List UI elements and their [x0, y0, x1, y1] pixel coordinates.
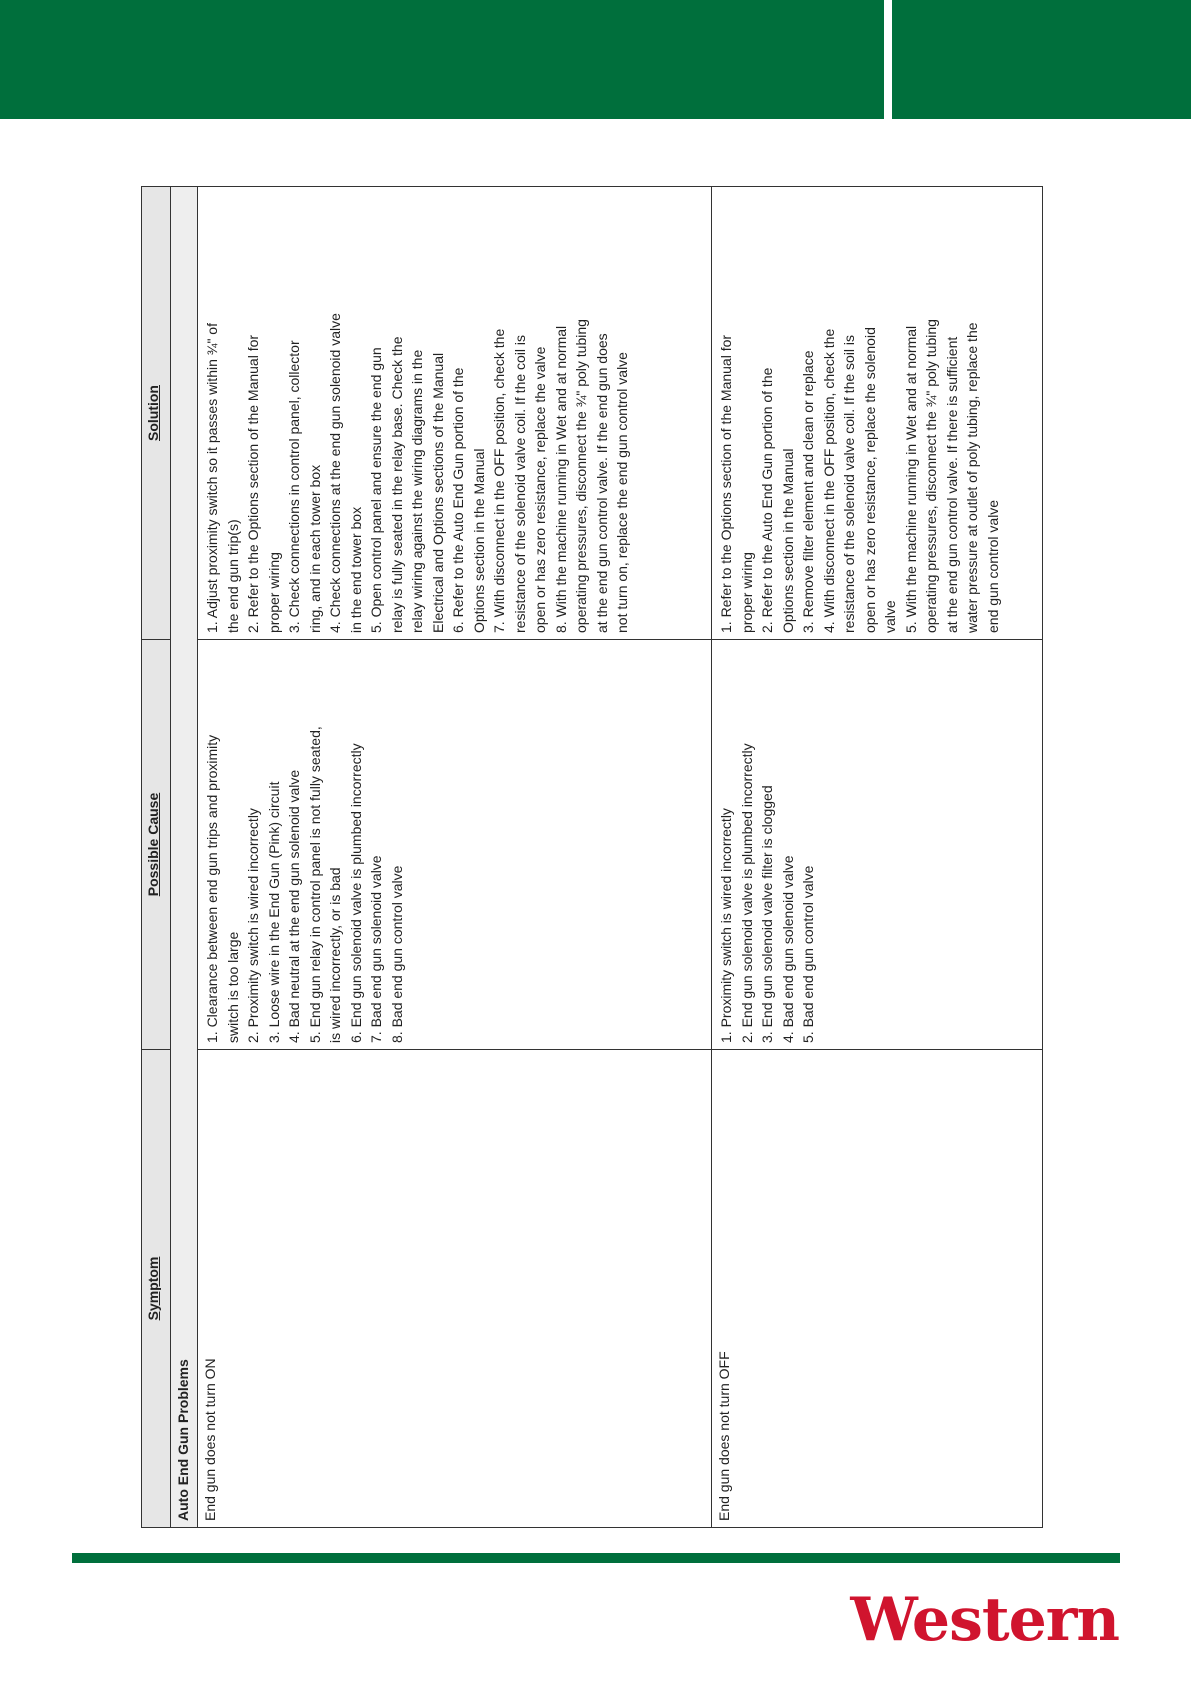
cell-line: not turn on, replace the end gun control valve: [614, 352, 630, 633]
cell-line: 4. With disconnect in the OFF position, check the: [820, 328, 837, 633]
cell-line: in the end tower box: [347, 506, 364, 633]
cause-cell: [712, 640, 1043, 1050]
cell-line: 4. Bad neutral at the end gun solenoid valve: [286, 769, 302, 1043]
header-bar: [0, 0, 1191, 119]
cell-line: end gun control valve: [984, 499, 1001, 633]
cell-line: 1. Refer to the Options section of the Manual for: [718, 334, 734, 633]
cell-line: 1. Clearance between end gun trips and proximity: [204, 734, 220, 1043]
cell-line: operating pressures, disconnect the ¾" poly tubing: [923, 319, 939, 633]
column-header-symptom: Symptom: [142, 1050, 171, 1528]
cell-line: 3. Loose wire in the End Gun (Pink) circuit: [265, 781, 282, 1043]
cell-line: 7. Bad end gun solenoid valve: [368, 855, 384, 1043]
cell-line: 8. With the machine running in Wet and at normal: [552, 325, 569, 633]
cell-line: operating pressures, disconnect the ¾" poly tubing: [573, 319, 589, 633]
cell-line: switch is too large: [224, 931, 241, 1043]
cell-line: open or has zero resistance, replace the valve: [532, 346, 548, 633]
solution-cell: [712, 187, 1043, 640]
cell-line: open or has zero resistance, replace the solenoid: [861, 327, 878, 633]
cell-line: 2. Refer to the Options section of the Manual for: [245, 334, 261, 633]
troubleshooting-table-container: [141, 187, 1191, 1521]
cell-line: 3. End gun solenoid valve filter is clogged: [759, 785, 775, 1043]
cell-line: 2. End gun solenoid valve is plumbed incorrectly: [738, 743, 755, 1043]
cell-line: the end gun trip(s): [224, 519, 241, 633]
section-row: [171, 187, 198, 1528]
cell-line: 2. Refer to the Auto End Gun portion of the: [759, 367, 775, 633]
header-divider: [884, 0, 892, 119]
cell-line: Options section in the Manual: [779, 448, 796, 633]
column-header-solution: Solution: [142, 187, 171, 640]
section-title: Auto End Gun Problems: [171, 187, 198, 1528]
cell-line: at the end gun control valve. If the end gun does: [593, 333, 610, 633]
column-header-cause: Possible Cause: [142, 640, 171, 1050]
cell-line: water pressure at outlet of poly tubing, replace the: [964, 322, 980, 633]
cell-line: resistance of the solenoid valve coil. If the soil is: [841, 334, 857, 633]
symptom-cell: End gun does not turn ON: [198, 1050, 712, 1528]
cell-line: ring, and in each tower box: [306, 464, 323, 633]
cell-line: valve: [882, 600, 898, 633]
cell-line: Electrical and Options sections of the Manual: [429, 352, 446, 633]
troubleshooting-table: [141, 186, 1043, 1528]
cell-line: 8. Bad end gun control valve: [388, 865, 405, 1043]
cell-line: resistance of the solenoid valve coil. If the coil is: [511, 334, 528, 633]
table-row: [712, 187, 1043, 1528]
cell-line: 6. End gun solenoid valve is plumbed incorrectly: [347, 743, 364, 1043]
rotated-table: [141, 187, 1042, 1528]
cell-line: 2. Proximity switch is wired incorrectly: [245, 808, 261, 1043]
cell-line: 6. Refer to the Auto End Gun portion of the: [450, 367, 466, 633]
cell-line: 5. With the machine running in Wet and at normal: [902, 325, 919, 633]
solution-cell: [198, 187, 712, 640]
cell-line: 1. Adjust proximity switch so it passes within ¾" of: [204, 323, 220, 633]
cell-line: relay is fully seated in the relay base. Check the: [388, 336, 405, 633]
cell-line: 3. Check connections in control panel, collector: [286, 340, 302, 633]
western-logo: Western: [850, 1585, 1119, 1655]
cell-line: 4. Bad end gun solenoid valve: [779, 855, 796, 1043]
cell-line: Options section in the Manual: [470, 448, 487, 633]
cause-cell: [198, 640, 712, 1050]
cell-line: 3. Remove filter element and clean or replace: [800, 350, 816, 633]
cell-line: proper wiring: [738, 552, 755, 633]
cell-line: at the end gun control valve. If there is sufficient: [943, 336, 960, 633]
footer-rule: [72, 1553, 1120, 1563]
cell-line: 5. Bad end gun control valve: [800, 865, 816, 1043]
cell-line: 7. With disconnect in the OFF position, check the: [491, 328, 507, 633]
cell-line: proper wiring: [265, 552, 282, 633]
cell-line: is wired incorrectly, or is bad: [327, 867, 343, 1043]
cell-line: 5. End gun relay in control panel is not fully seated,: [306, 726, 323, 1043]
cell-line: 5. Open control panel and ensure the end gun: [368, 347, 384, 633]
cell-line: 1. Proximity switch is wired incorrectly: [718, 808, 734, 1043]
cell-line: relay wiring against the wiring diagrams in the: [409, 349, 425, 633]
symptom-cell: End gun does not turn OFF: [712, 1050, 1043, 1528]
cell-line: 4. Check connections at the end gun solenoid valve: [327, 313, 343, 633]
table-header-row: [142, 187, 171, 1528]
table-row: [198, 187, 712, 1528]
